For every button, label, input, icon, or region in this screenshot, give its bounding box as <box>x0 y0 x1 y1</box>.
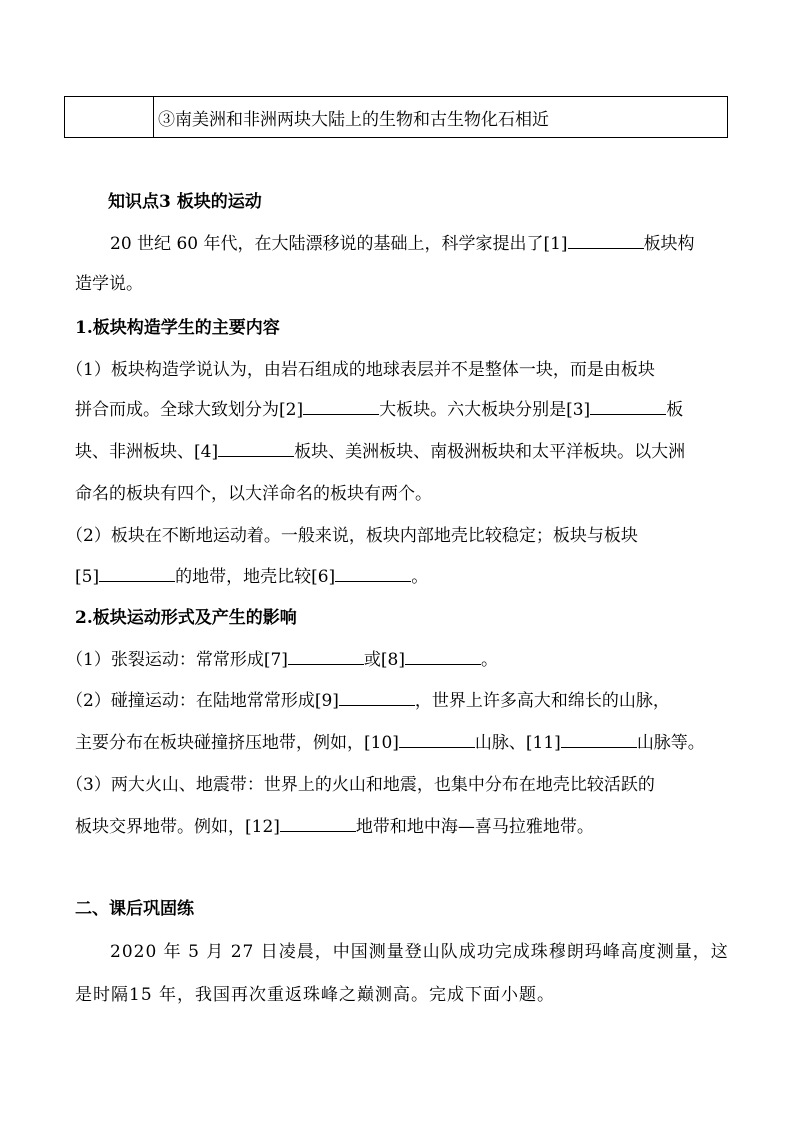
intro-line-2: 造学说。 <box>75 274 143 294</box>
blank-1[interactable] <box>568 234 644 249</box>
blank-10[interactable] <box>399 733 475 748</box>
blank-12[interactable] <box>280 817 356 832</box>
q1-line: （1）张裂运动：常常形成[7] 或[8] 。 <box>66 650 498 670</box>
blank-7[interactable] <box>288 650 364 665</box>
q2-line-2: 主要分布在板块碰撞挤压地带，例如，[10] 山脉、[11] 山脉等。 <box>75 733 705 753</box>
blank-6[interactable] <box>335 567 411 582</box>
p1-line-4: 命名的板块有四个，以大洋命名的板块有两个。 <box>75 484 432 504</box>
blank-9[interactable] <box>339 691 415 706</box>
p2-line-1: （2）板块在不断地运动着。一般来说，板块内部地壳比较稳定；板块与板块 <box>66 526 638 546</box>
blank-8[interactable] <box>405 650 481 665</box>
p1-line-2: 拼合而成。全球大致划分为[2] 大板块。六大板块分别是[3] 板 <box>75 400 684 420</box>
table-cell-empty <box>65 97 154 137</box>
table <box>64 96 728 138</box>
q3-line-1: （3）两大火山、地震带：世界上的火山和地震，也集中分布在地壳比较活跃的 <box>66 775 655 795</box>
review-heading: 二、课后巩固练 <box>75 899 194 919</box>
part1-heading: 1.板块构造学生的主要内容 <box>75 318 280 338</box>
review-line-1: 2020 年 5 月 27 日凌晨，中国测量登山队成功完成珠穆朗玛峰高度测量，这 <box>110 942 729 962</box>
blank-11[interactable] <box>561 733 637 748</box>
blank-5[interactable] <box>99 567 175 582</box>
section-heading: 知识点3 板块的运动 <box>108 192 262 212</box>
review-line-2: 是时隔15 年，我国再次重返珠峰之巅测高。完成下面小题。 <box>75 985 556 1005</box>
part2-heading: 2.板块运动形式及产生的影响 <box>75 608 297 628</box>
p2-line-2: [5] 的地带，地壳比较[6] 。 <box>75 567 429 587</box>
blank-4[interactable] <box>218 442 294 457</box>
intro-line-1: 20 世纪 60 年代，在大陆漂移说的基础上，科学家提出了[1] 板块构 <box>110 234 695 254</box>
q2-line-1: （2）碰撞运动：在陆地常常形成[9] ，世界上许多高大和绵长的山脉， <box>66 691 670 711</box>
p1-line-1: （1）板块构造学说认为，由岩石组成的地球表层并不是整体一块，而是由板块 <box>66 360 655 380</box>
table-cell-text: ③南美洲和非洲两块大陆上的生物和古生物化石相近 <box>158 109 549 130</box>
blank-3[interactable] <box>590 400 666 415</box>
q3-line-2: 板块交界地带。例如，[12] 地带和地中海—喜马拉雅地带。 <box>75 817 594 837</box>
blank-2[interactable] <box>303 400 379 415</box>
p1-line-3: 块、非洲板块、[4] 板块、美洲板块、南极洲板块和太平洋板块。以大洲 <box>75 442 686 462</box>
